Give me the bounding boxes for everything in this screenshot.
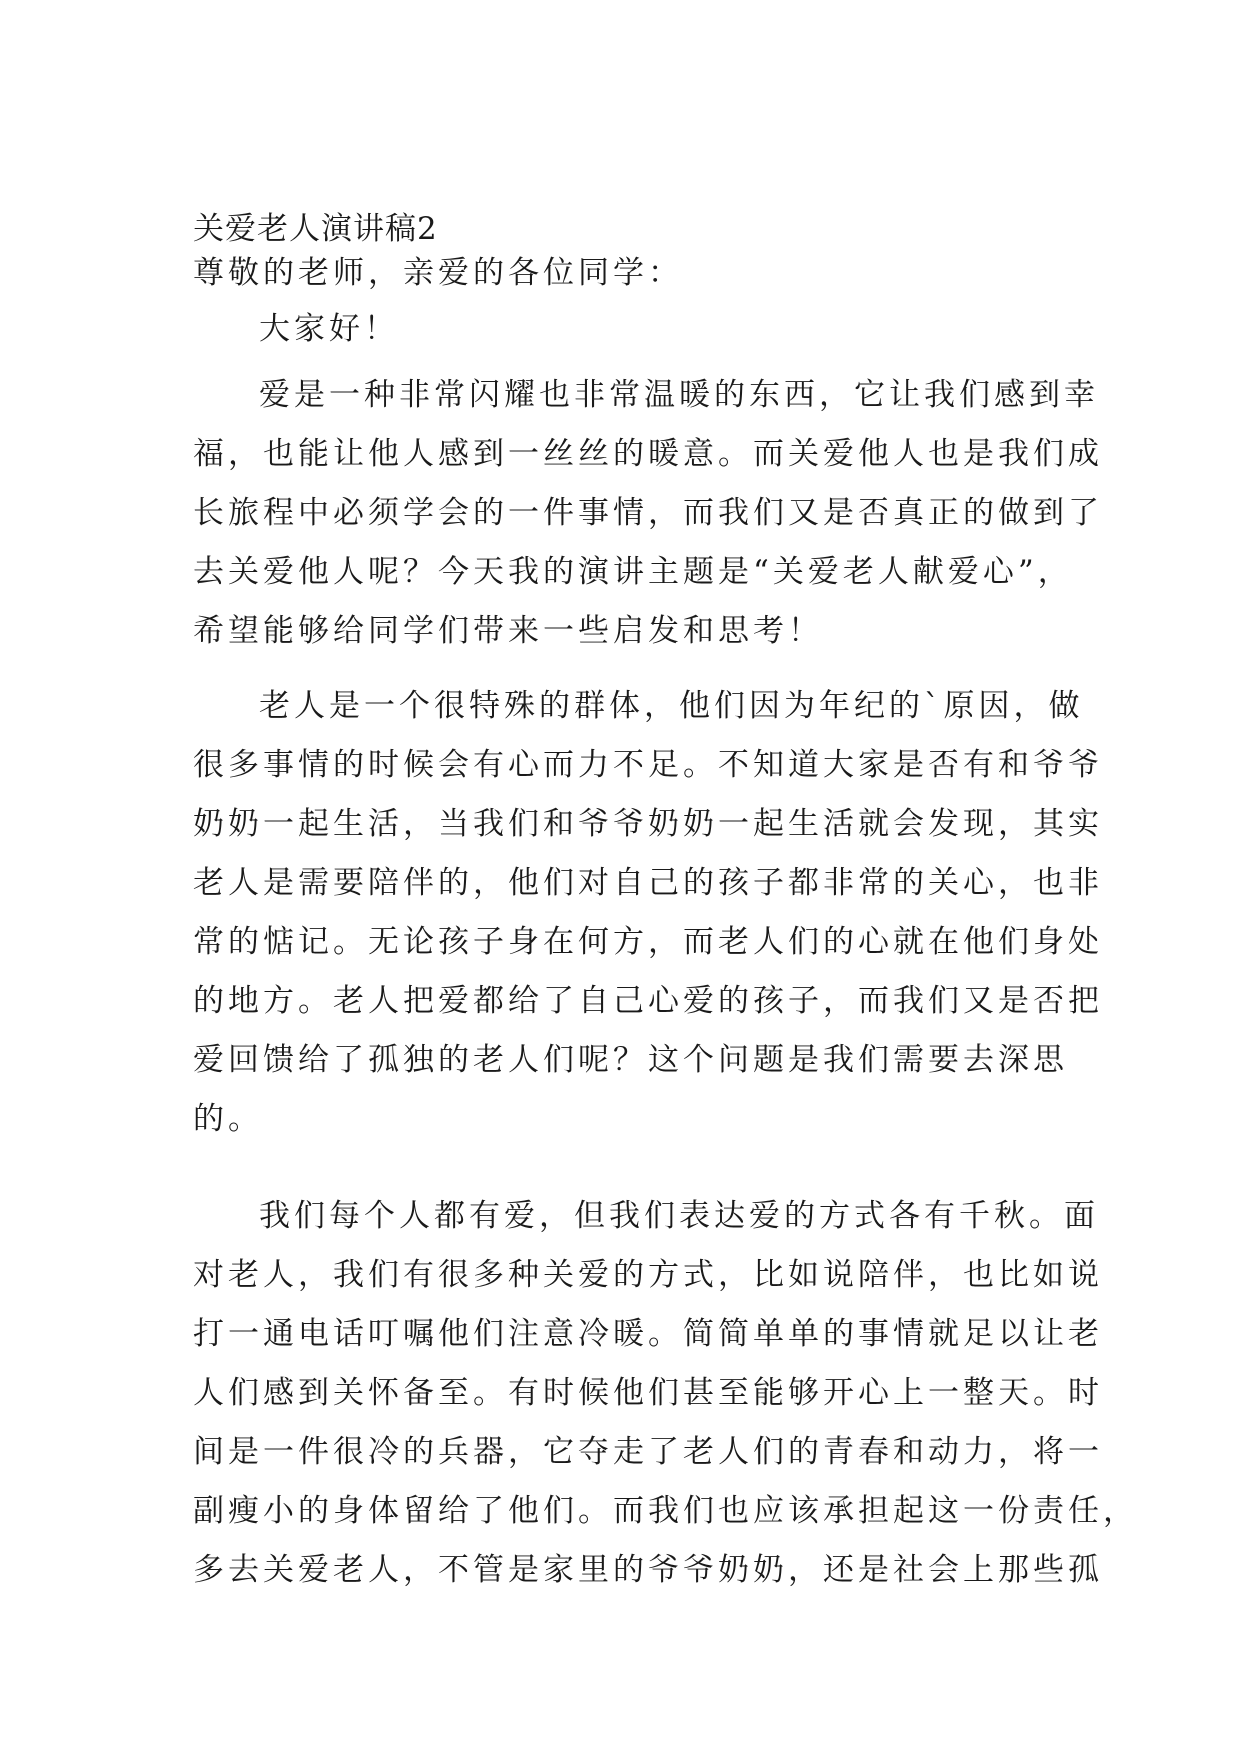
paragraph-line: 多去关爱老人，不管是家里的爷爷奶奶，还是社会上那些孤 [193,1552,1103,1588]
paragraph-line: 打一通电话叮嘱他们注意冷暖。简简单单的事情就足以让老 [193,1316,1103,1352]
paragraph-line: 希望能够给同学们带来一些启发和思考！ [193,613,823,649]
paragraph-line: 常的惦记。无论孩子身在何方，而老人们的心就在他们身处 [193,924,1103,960]
paragraph-line: 爱回馈给了孤独的老人们呢？这个问题是我们需要去深思 [193,1042,1068,1078]
paragraph-line: 老人是需要陪伴的，他们对自己的孩子都非常的关心，也非 [193,865,1103,901]
paragraph-line: 对老人，我们有很多种关爱的方式，比如说陪伴，也比如说 [193,1257,1103,1293]
document-page [193,208,1138,1600]
document-title: 关爱老人演讲稿2 [193,211,438,247]
paragraph-line: 老人是一个很特殊的群体，他们因为年纪的`原因，做 [259,688,1084,724]
paragraph-line: 的地方。老人把爱都给了自己心爱的孩子，而我们又是否把 [193,983,1103,1019]
paragraph-line: 爱是一种非常闪耀也非常温暖的东西，它让我们感到幸 [259,377,1099,413]
greeting: 大家好！ [259,311,399,347]
paragraph-line: 奶奶一起生活，当我们和爷爷奶奶一起生活就会发现，其实 [193,806,1103,842]
paragraph-line: 副瘦小的身体留给了他们。而我们也应该承担起这一份责任， [193,1493,1138,1529]
paragraph-3 [193,1187,1138,1600]
paragraph-1 [193,366,1103,661]
paragraph-line: 的。 [193,1101,263,1137]
paragraph-line: 去关爱他人呢？今天我的演讲主题是“关爱老人献爱心”， [193,554,1073,590]
paragraph-line: 福，也能让他人感到一丝丝的暖意。而关爱他人也是我们成 [193,436,1103,472]
paragraph-line: 人们感到关怀备至。有时候他们甚至能够开心上一整天。时 [193,1375,1103,1411]
paragraph-2 [193,677,1103,1149]
paragraph-line: 很多事情的时候会有心而力不足。不知道大家是否有和爷爷 [193,747,1103,783]
paragraph-line: 我们每个人都有爱，但我们表达爱的方式各有千秋。面 [259,1198,1099,1234]
salutation: 尊敬的老师，亲爱的各位同学： [193,255,683,291]
paragraph-line: 间是一件很冷的兵器，它夺走了老人们的青春和动力，将一 [193,1434,1103,1470]
paragraph-line: 长旅程中必须学会的一件事情，而我们又是否真正的做到了 [193,495,1103,531]
